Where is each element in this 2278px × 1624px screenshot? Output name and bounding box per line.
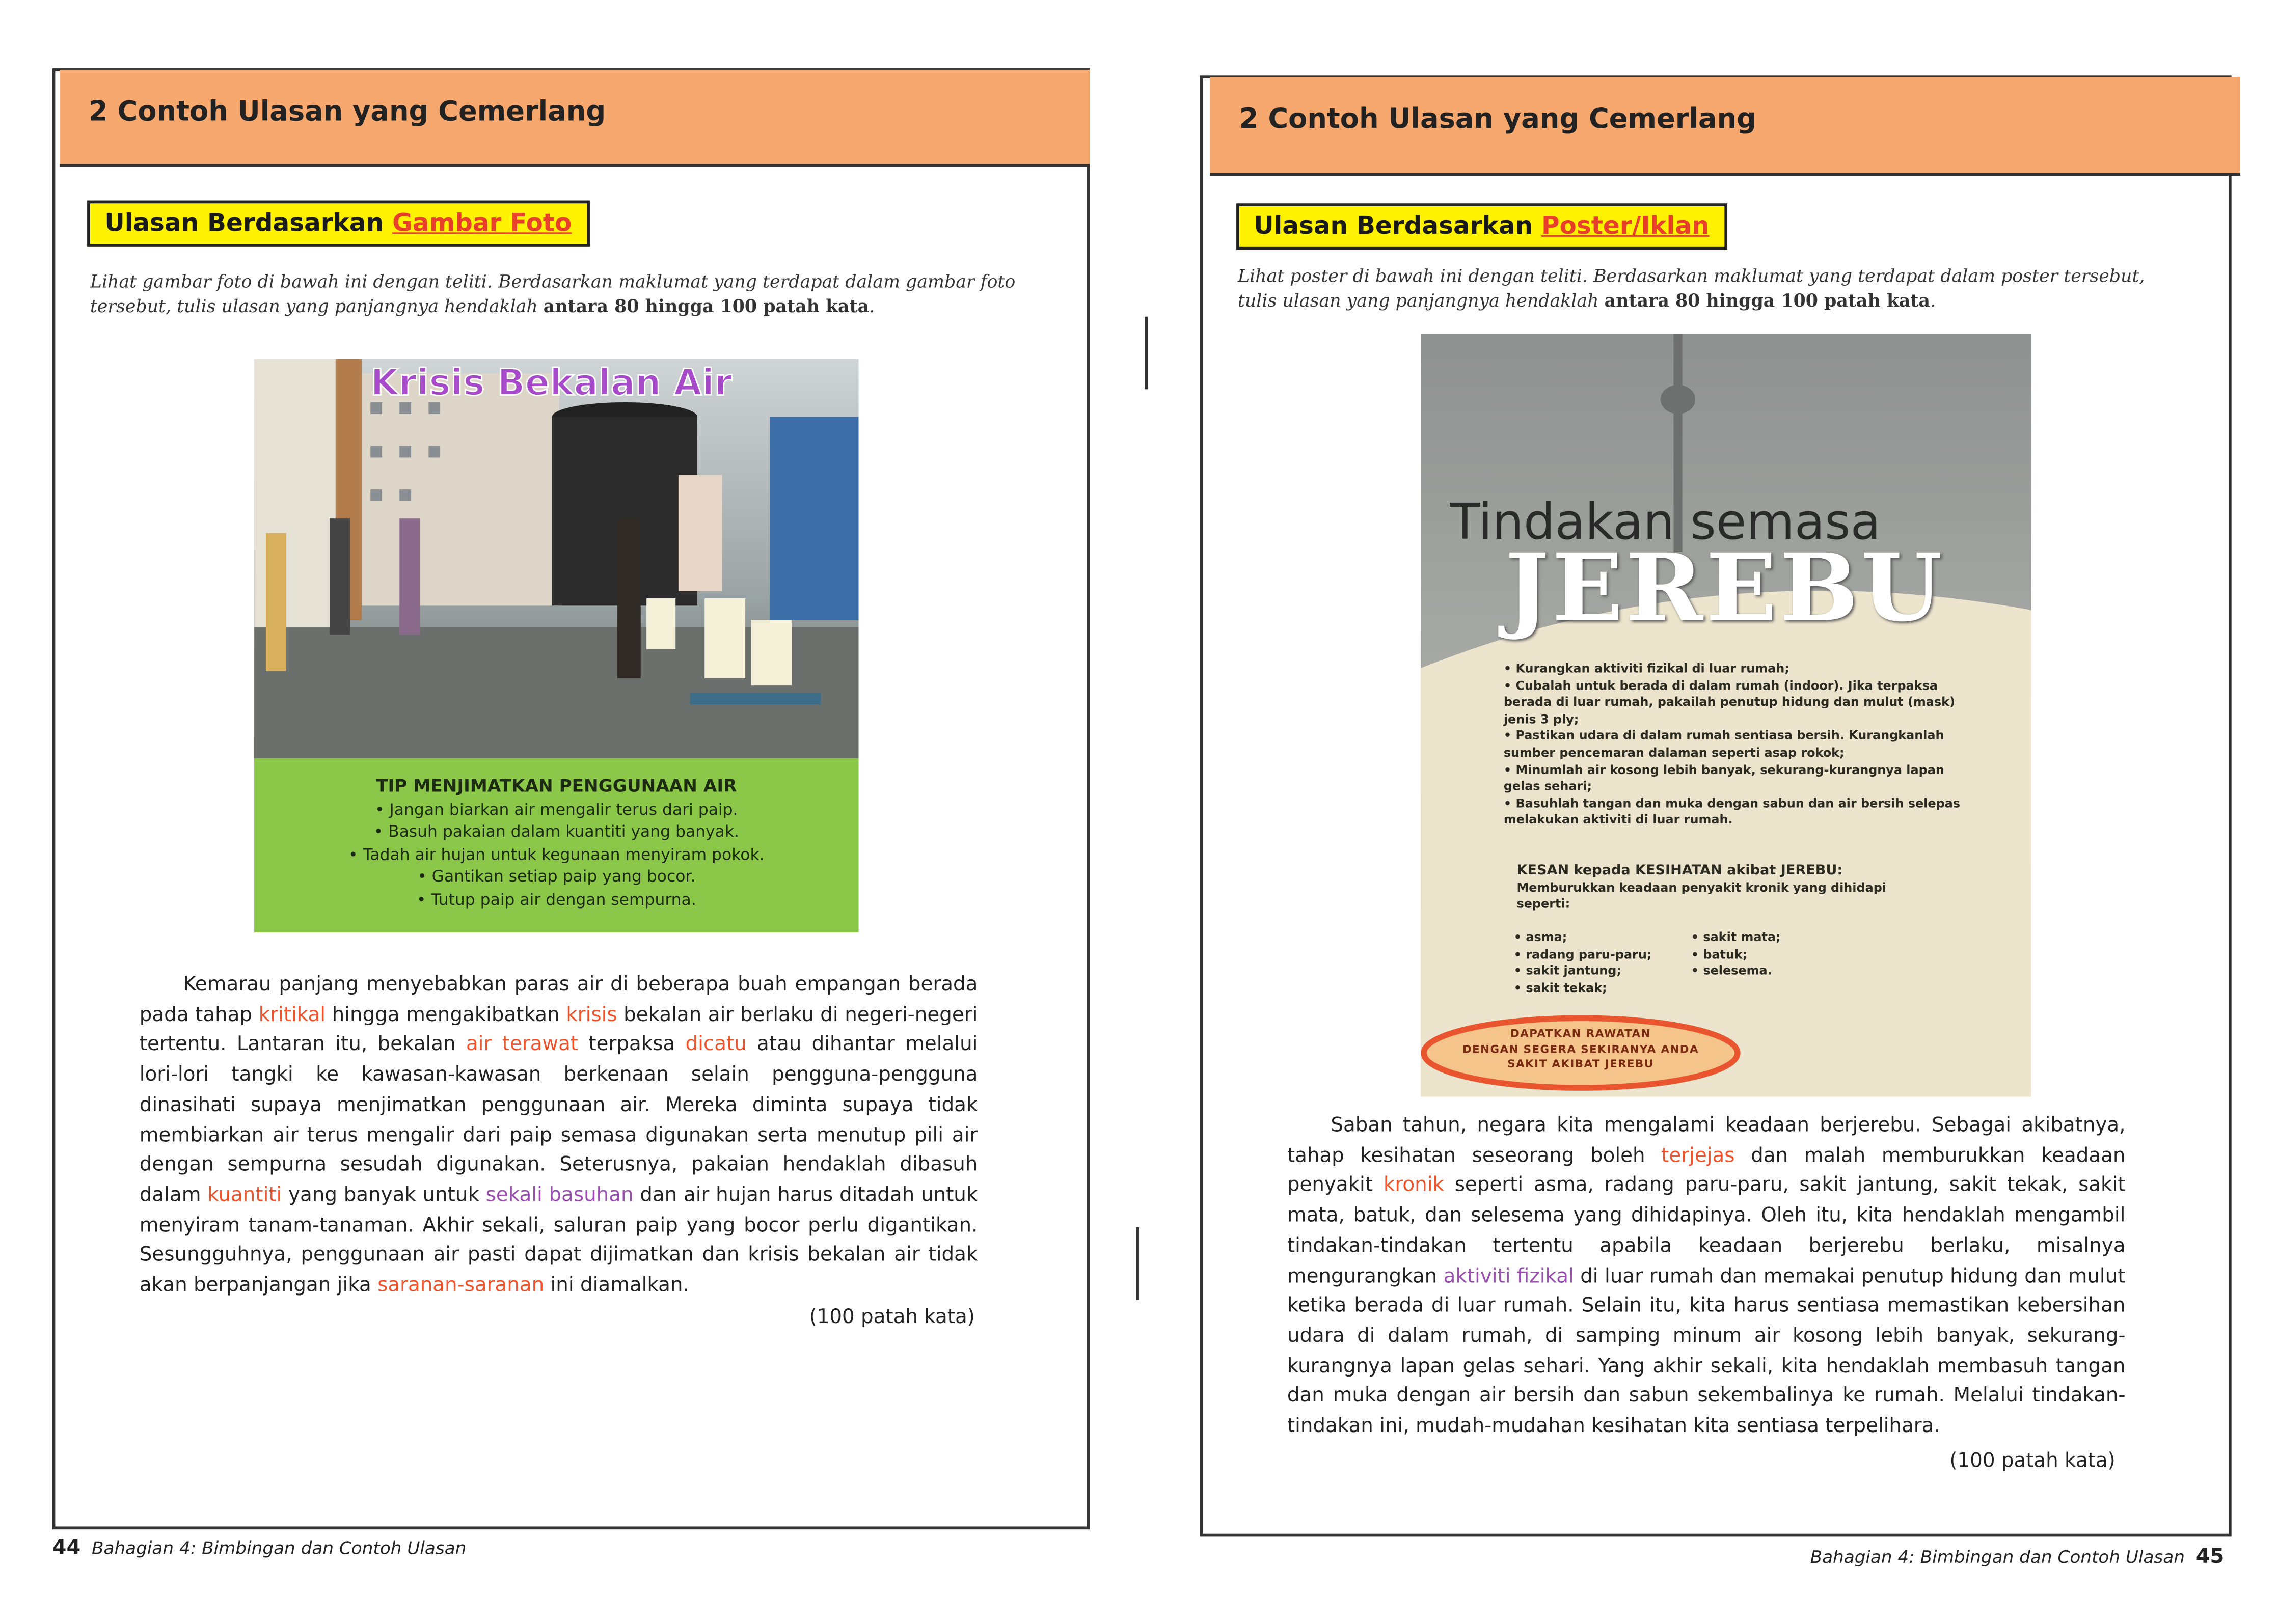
- left-header-title: 2 Contoh Ulasan yang Cemerlang: [88, 96, 606, 128]
- tip-item: • Tutup paip air dengan sempurna.: [416, 889, 696, 909]
- kesan-item: • sakit tekak;: [1513, 980, 1607, 995]
- kesan-item: • selesema.: [1691, 963, 1772, 978]
- kesan-list-1: [1514, 929, 1652, 997]
- label-highlight: Poster/Iklan: [1541, 212, 1710, 241]
- instruction-bold: antara 80 hingga 100 patah kata: [1604, 290, 1931, 311]
- right-instruction: Lihat poster di bawah ini dengan teliti. Berdasarkan maklumat yang terdapat dalam poster tersebut, tulis ulasan yang panjangnya hendaklah antara 80 hingga 100 patah kata.: [1237, 265, 2145, 311]
- essay-text: dan malah memburukkan keadaan penyakit: [1287, 1144, 2126, 1198]
- instruction-text: Lihat poster di bawah ini dengan teliti. Berdasarkan maklumat yang terdapat dalam poster tersebut, tulis ulasan yang panjangnya hendaklah: [1237, 265, 2145, 311]
- left-essay: [140, 970, 978, 1301]
- highlighted-word: aktiviti fizikal: [1443, 1264, 1574, 1288]
- essay-text: seperti asma, radang paru-paru, sakit jantung, sakit tekak, sakit mata, batuk, dan selesema yang dihidapinya. Oleh itu, kita hendaklah mengambil tindakan-tindakan tertentu apabila keadaan berjerebu berlaku, misalnya mengurangkan: [1287, 1174, 2126, 1288]
- left-section-label: [87, 201, 589, 247]
- tip-item: • Jangan biarkan air mengalir terus dari paip.: [375, 800, 738, 819]
- right-footer: [1810, 1546, 2225, 1569]
- poster-kesan: [1516, 863, 1894, 913]
- tips-title: TIP MENJIMATKAN PENGGUNAAN AIR: [376, 775, 737, 796]
- kesan-item: • sakit jantung;: [1513, 963, 1621, 978]
- right-section-label: [1236, 203, 1727, 250]
- poster-bullet: • Minumlah air kosong lebih banyak, sekurang-kurangnya lapan gelas sehari;: [1503, 762, 1944, 793]
- label-prefix: Ulasan Berdasarkan: [1254, 212, 1533, 241]
- highlighted-word: dicatu: [685, 1033, 747, 1057]
- water-crisis-photo: [254, 359, 858, 759]
- highlighted-word: kuantiti: [207, 1183, 282, 1207]
- photo-title: Krisis Bekalan Air: [370, 362, 733, 404]
- left-header-band: [60, 70, 1090, 167]
- kesan-item: • asma;: [1513, 929, 1567, 944]
- poster-bullets: [1504, 661, 1969, 830]
- tip-item: • Gantikan setiap paip yang bocor.: [417, 867, 696, 886]
- essay-text: atau dihantar melalui lori-lori tangki ke kawasan-kawasan berkenaan selain pengguna-pengguna dinasihati supaya menjimatkan penggunaan air. Mereka diminta supaya tidak membiarkan air terus mengalir dari paip semasa digunakan serta menutup pili air dengan sempurna sesudah digunakan. Seterusnya, pakaian hendaklah dibasuh dalam: [139, 1033, 978, 1207]
- tip-item: • Basuh pakaian dalam kuantiti yang banyak.: [373, 822, 739, 841]
- instruction-bold: antara 80 hingga 100 patah kata: [543, 296, 870, 317]
- highlighted-word: air terawat: [466, 1033, 579, 1057]
- photo-illustration: [254, 359, 858, 759]
- kesan-title: KESAN kepada KESIHATAN akibat JEREBU:: [1516, 863, 1843, 879]
- left-instruction: Lihat gambar foto di bawah ini dengan teliti. Berdasarkan maklumat yang terdapat dalam gambar foto tersebut, tulis ulasan yang panjangnya hendaklah antara 80 hingga 100 patah kata.: [90, 271, 1016, 317]
- highlighted-word: terjejas: [1661, 1144, 1735, 1168]
- highlighted-word: krisis: [566, 1003, 617, 1027]
- poster-oval-text: DAPATKAN RAWATAN DENGAN SEGERA SEKIRANYA ANDA SAKIT AKIBAT JEREBU: [1462, 1027, 1699, 1070]
- highlighted-word: kritikal: [258, 1003, 326, 1027]
- haze-poster: [1421, 334, 2031, 1096]
- kesan-item: • batuk;: [1691, 946, 1748, 961]
- poster-bullet: • Cubalah untuk berada di dalam rumah (indoor). Jika terpaksa berada di luar rumah, pakailah penutup hidung dan mulut (mask) jenis 3 ply;: [1503, 677, 1955, 726]
- tip-item: • Tadah air hujan untuk kegunaan menyiram pokok.: [348, 844, 765, 864]
- highlighted-word: saranan-saranan: [377, 1274, 545, 1297]
- essay-text: ini diamalkan.: [544, 1274, 689, 1297]
- poster-bullet: • Kurangkan aktiviti fizikal di luar rumah;: [1503, 660, 1789, 676]
- right-word-count: (100 patah kata): [1949, 1449, 2116, 1473]
- kesan-text: Memburukkan keadaan penyakit kronik yang dihidapi seperti:: [1516, 879, 1887, 911]
- instruction-text: Lihat gambar foto di bawah ini dengan teliti. Berdasarkan maklumat yang terdapat dalam gambar foto tersebut, tulis ulasan yang panjangnya hendaklah: [90, 271, 1016, 317]
- left-footer: [52, 1536, 467, 1560]
- footer-text: Bahagian 4: Bimbingan dan Contoh Ulasan: [92, 1538, 467, 1559]
- highlighted-word: sekali basuhan: [485, 1183, 634, 1207]
- right-header-title: 2 Contoh Ulasan yang Cemerlang: [1239, 103, 1756, 135]
- essay-text: di luar rumah dan memakai penutup hidung dan mulut ketika berada di luar rumah. Selain itu, kita harus sentiasa memastikan kebersihan udara di dalam rumah, di samping minum air kosong lebih banyak, sekurang-kurangnya lapan gelas sehari. Yang akhir sekali, kita hendaklah membasuh tangan dan muka dengan air bersih dan sabun sekembalinya ke rumah. Melalui tindakan-tindakan ini, mudah-mudahan kesihatan kita sentiasa terpelihara.: [1287, 1264, 2126, 1438]
- essay-text: Saban tahun, negara kita mengalami keadaan berjerebu. Sebagai akibatnya, tahap kesihatan seseorang boleh: [1287, 1114, 2126, 1168]
- page-number: 44: [52, 1536, 81, 1560]
- kesan-list-2: [1691, 929, 1781, 980]
- gutter-mark: [1136, 1227, 1139, 1300]
- label-highlight: Gambar Foto: [392, 209, 572, 238]
- highlighted-word: kronik: [1383, 1174, 1444, 1198]
- essay-text: Kemarau panjang menyebabkan paras air di beberapa buah empangan berada pada tahap: [139, 973, 978, 1027]
- essay-text: hingga mengakibatkan: [326, 1003, 566, 1027]
- left-word-count: (100 patah kata): [809, 1305, 975, 1329]
- poster-bullet: • Basuhlah tangan dan muka dengan sabun dan air bersih selepas melakukan aktiviti di luar rumah.: [1503, 795, 1961, 827]
- kesan-item: • sakit mata;: [1691, 929, 1781, 944]
- footer-text: Bahagian 4: Bimbingan dan Contoh Ulasan: [1810, 1547, 2185, 1567]
- essay-text: yang banyak untuk: [282, 1183, 486, 1207]
- poster-bullet: • Pastikan udara di dalam rumah sentiasa bersih. Kurangkanlah sumber pencemaran dalaman seperti asap rokok;: [1503, 728, 1944, 760]
- poster-title: Tindakan semasa: [1450, 493, 1881, 552]
- page-number: 45: [2195, 1545, 2225, 1569]
- right-header-band: [1210, 77, 2240, 176]
- right-essay: [1287, 1111, 2126, 1442]
- essay-text: dan air hujan harus ditadah untuk menyiram tanam-tanaman. Akhir sekali, saluran paip yang bocor perlu digantikan. Sesungguhnya, penggunaan air pasti dapat dijimatkan dan krisis bekalan air tidak akan berpanjangan jika: [139, 1183, 978, 1297]
- water-tips-box: [254, 758, 858, 932]
- poster-title-jerebu: JEREBU: [1505, 534, 1945, 644]
- essay-text: bekalan air berlaku di negeri-negeri tertentu. Lantaran itu, bekalan: [139, 1003, 978, 1057]
- gutter-mark: [1145, 317, 1148, 390]
- kesan-item: • radang paru-paru;: [1513, 946, 1652, 961]
- essay-text: terpaksa: [578, 1033, 686, 1057]
- label-prefix: Ulasan Berdasarkan: [104, 209, 384, 238]
